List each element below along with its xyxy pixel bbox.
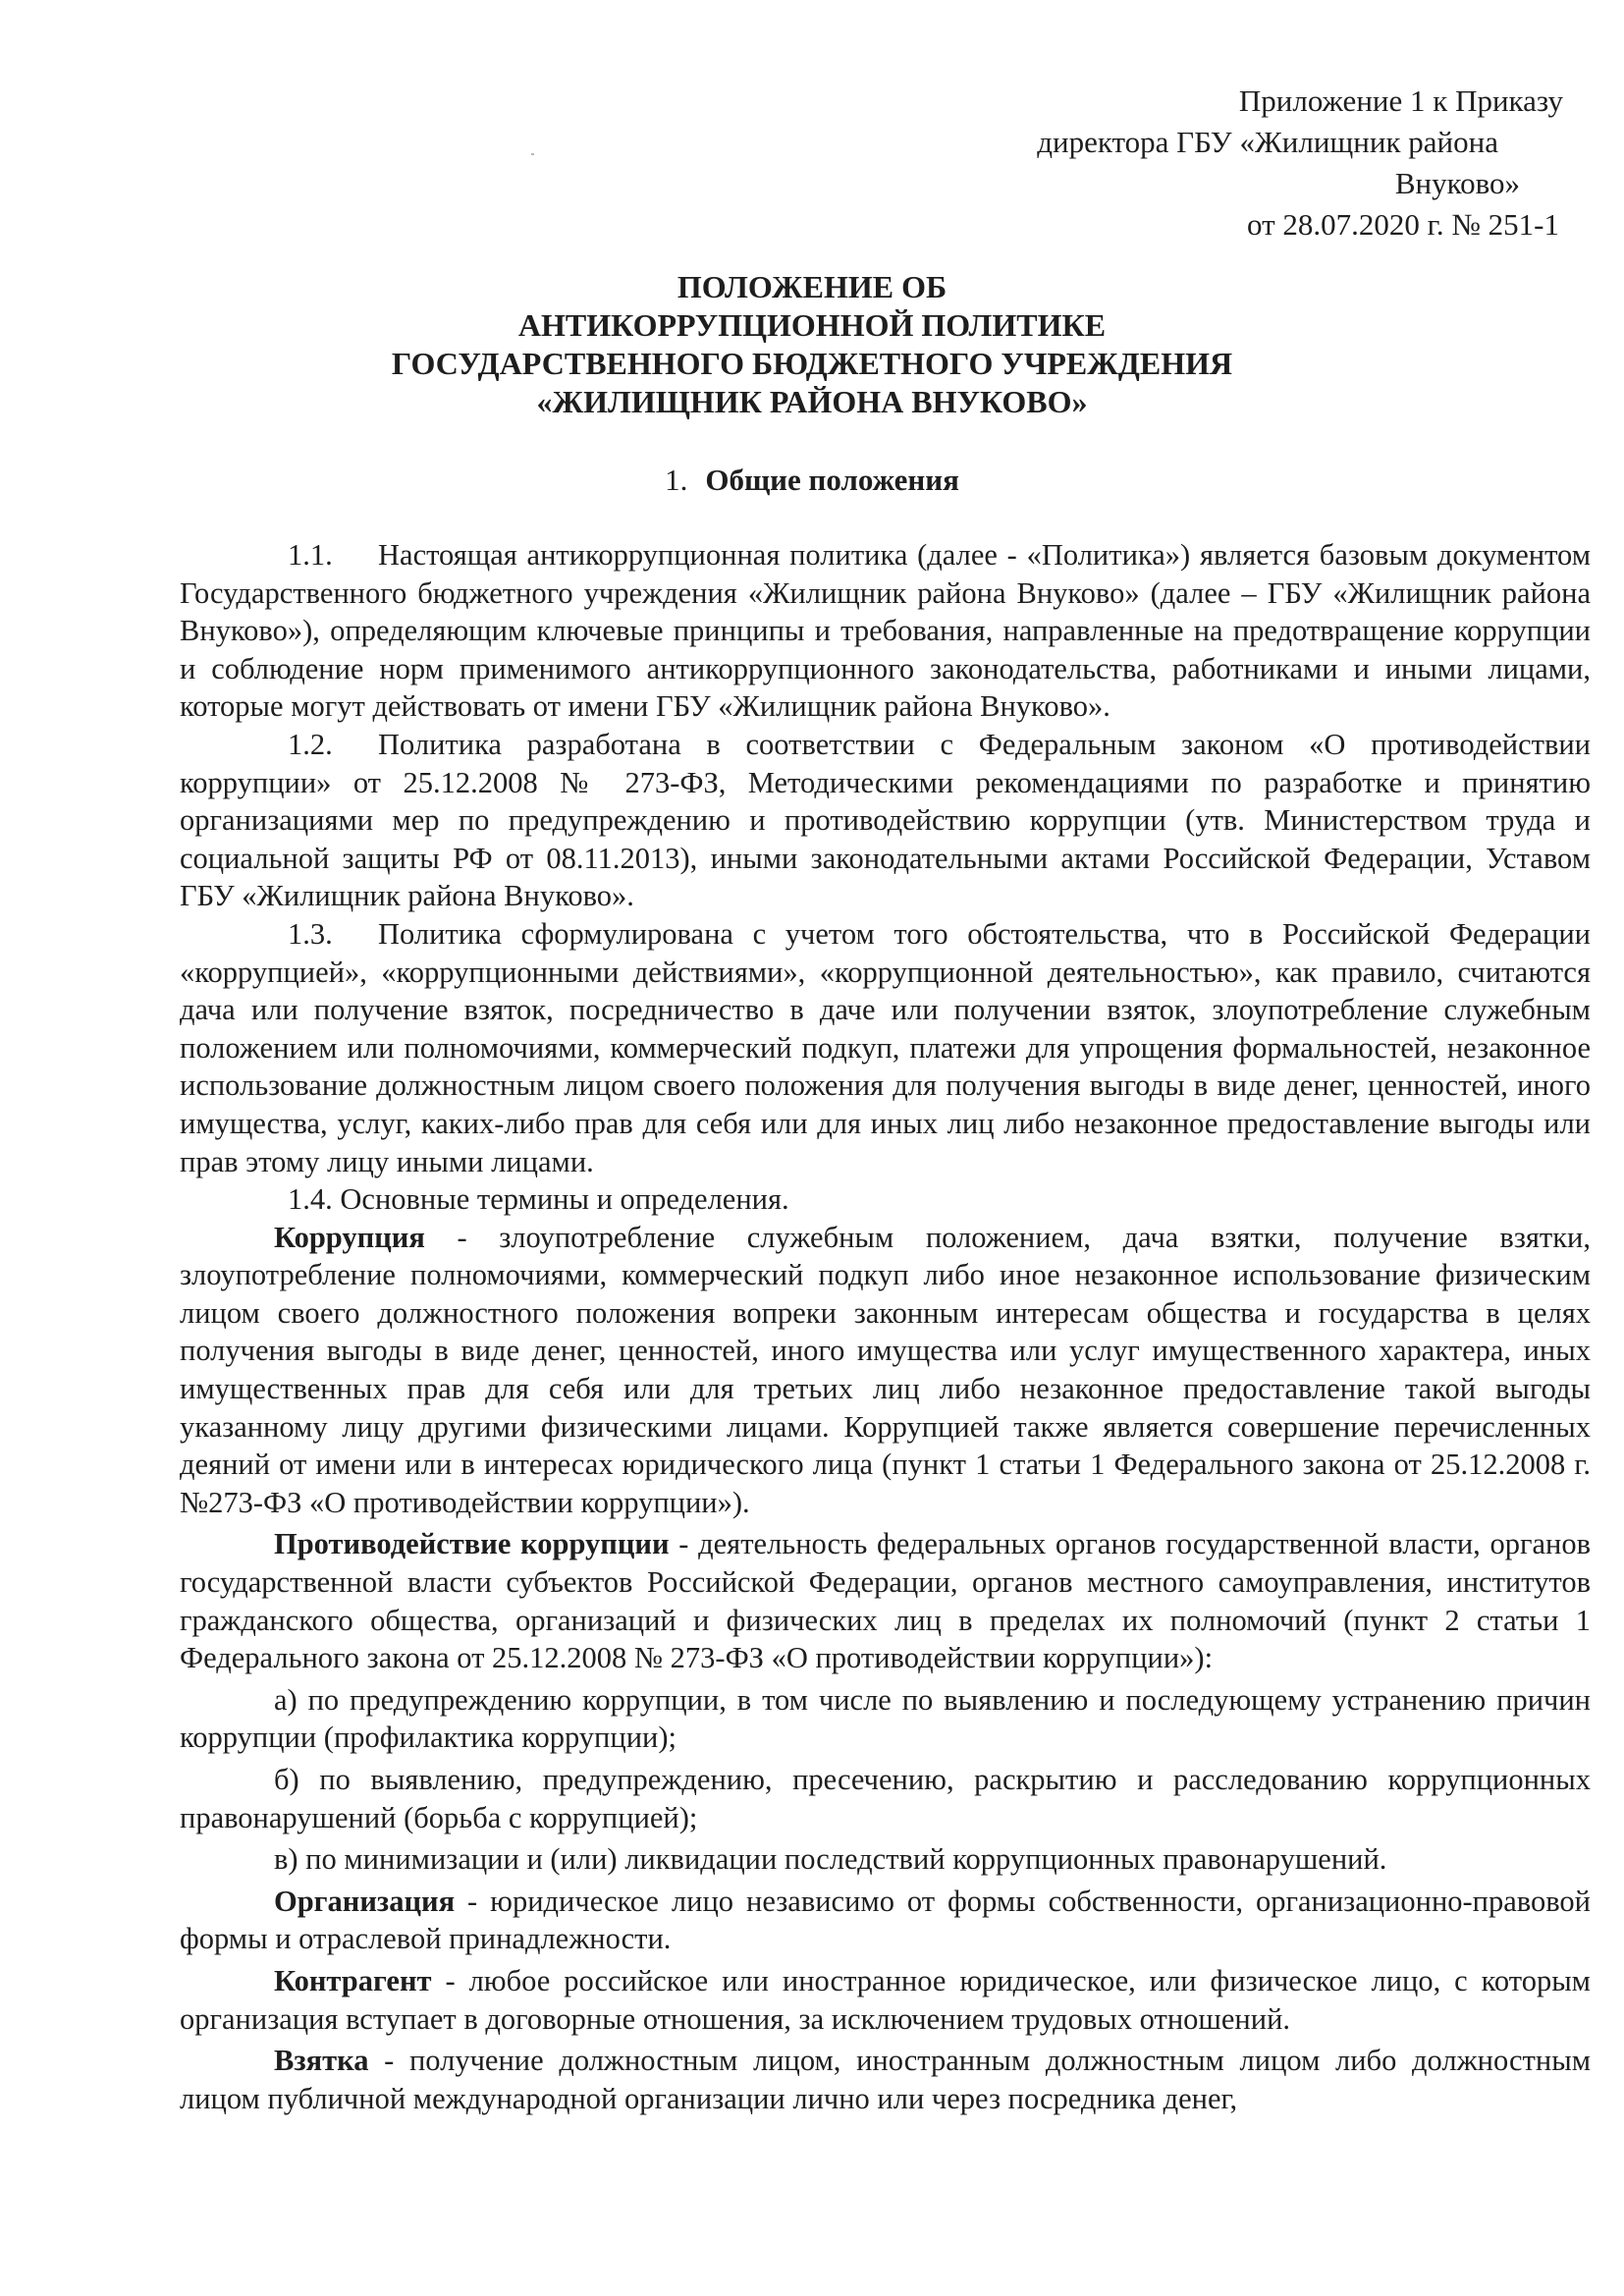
paragraph-1-3 — [180, 915, 1591, 1180]
annex-line: директора ГБУ «Жилищник района — [1037, 125, 1498, 159]
annex-line: Приложение 1 к Приказу — [1238, 83, 1563, 118]
definition-text: - получение должностным лицом, иностранным должностным лицом либо должностным лицом публичной международной организации лично или через посредника денег, — [180, 2044, 1591, 2115]
title-line: ПОЛОЖЕНИЕ ОБ — [677, 269, 947, 304]
title-line: «ЖИЛИЩНИК РАЙОНА ВНУКОВО» — [536, 384, 1088, 419]
paragraph-text: Политика сформулирована с учетом того обстоятельства, что в Российской Федерации «коррупцией», «коррупционными действиями», «коррупционной деятельностью», как правило, считаются дача или получение взяток, посредничество в даче или получении взяток, злоупотребление служебным положением или полномочиями, коммерческий подкуп, платежи для упрощения формальностей, незаконное использование должностным лицом своего положения для получения выгоды в виде денег, ценностей, иного имущества, услуг, каких-либо прав для себя или для иных лиц либо незаконное предоставление выгоды или прав этому лицу иными лицами. — [180, 916, 1591, 1178]
section-title: Общие положения — [705, 463, 959, 497]
paragraph-1-2 — [180, 726, 1591, 915]
document-body — [180, 536, 1591, 2117]
definition-text: - юридическое лицо независимо от формы собственности, организационно-правовой формы и отраслевой принадлежности. — [180, 1884, 1591, 1956]
definition-term: Контрагент — [274, 1963, 432, 1997]
definition-counteraction — [180, 1525, 1591, 1676]
definition-text: - деятельность федеральных органов государственной власти, органов государственной власти субъектов Российской Федерации, органов местного самоуправления, институтов гражданского общества, организаций и физических лиц в пределах их полномочий (пункт 2 статьи 1 Федерального закона от 25.12.2008 № 273-ФЗ «О противодействии коррупции»): — [180, 1527, 1592, 1675]
paragraph-number: 1.2. — [288, 727, 333, 761]
paragraph-text: Настоящая антикоррупционная политика (далее - «Политика») является базовым документом Государственного бюджетного учреждения «Жилищник района Внуково» (далее – ГБУ «Жилищник района Внуково»), определяющим ключевые принципы и требования, направленные на предотвращение коррупции и соблюдение норм применимого антикоррупционного законодательства, работниками и иными лицами, которые могут действовать от имени ГБУ «Жилищник района Внуково». — [180, 538, 1591, 724]
paragraph-text: Политика разработана в соответствии с Федеральным законом «О противодействии коррупции» от 25.12.2008 № 273-ФЗ, Методическими рекомендациями по разработке и принятию организациями мер по предупреждению и противодействию коррупции (утв. Министерством труда и социальной защиты РФ от 08.11.2013), иными законодательными актами Российской Федерации, Уставом ГБУ «Жилищник района Внуково». — [180, 727, 1591, 913]
definition-organization — [180, 1883, 1591, 1958]
list-item-b: б) по выявлению, предупреждению, пресечению, раскрытию и расследованию коррупционных правонарушений (борьба с коррупцией); — [180, 1763, 1591, 1834]
list-item-c: в) по минимизации и (или) ликвидации последствий коррупционных правонарушений. — [274, 1842, 1387, 1877]
paragraph-1-1 — [180, 536, 1591, 726]
definition-text: - злоупотребление служебным положением, дача взятки, получение взятки, злоупотребление полномочиями, коммерческий подкуп либо иное незаконное использование физическим лицом своего должностного положения вопреки законным интересам общества и государства в целях получения выгоды в виде денег, ценностей, иного имущества или услуг имущественного характера, иных имущественных прав для себя или для третьих лиц либо незаконное предоставление такой выгоды указанному лицу другими физическими лицами. Коррупцией также является совершение перечисленных деяний от имени или в интересах юридического лица (пункт 1 статьи 1 Федерального закона от 25.12.2008 г. №273-ФЗ «О противодействии коррупции»). — [180, 1220, 1591, 1519]
title-line: ГОСУДАРСТВЕННОГО БЮДЖЕТНОГО УЧРЕЖДЕНИЯ — [391, 346, 1233, 381]
document-title — [0, 268, 1624, 421]
paragraph-1-4: 1.4. Основные термины и определения. — [288, 1182, 789, 1217]
definition-corruption — [180, 1219, 1591, 1522]
paragraph-number: 1.1. — [288, 538, 333, 572]
annex-line: Внуково» — [1394, 166, 1520, 200]
annex-header — [976, 81, 1565, 246]
title-line: АНТИКОРРУПЦИОННОЙ ПОЛИТИКЕ — [517, 307, 1107, 343]
section-number: 1. — [665, 463, 688, 497]
scan-artifact — [531, 153, 534, 155]
definition-text: - любое российское или иностранное юридическое, или физическое лицо, с которым организация вступает в договорные отношения, за исключением трудовых отношений. — [180, 1963, 1591, 2036]
definition-term: Коррупция — [274, 1220, 425, 1254]
definition-term: Организация — [274, 1884, 456, 1918]
definition-term: Противодействие коррупции — [274, 1527, 670, 1561]
section-heading — [0, 463, 1624, 498]
definition-counterparty — [180, 1962, 1591, 2038]
list-item-a: а) по предупреждению коррупции, в том числе по выявлению и последующему устранению причин коррупции (профилактика коррупции); — [180, 1682, 1591, 1755]
definition-bribe — [180, 2042, 1591, 2117]
definition-term: Взятка — [274, 2044, 369, 2078]
paragraph-number: 1.3. — [288, 916, 333, 951]
annex-date-line: от 28.07.2020 г. № 251-1 — [1246, 207, 1559, 242]
